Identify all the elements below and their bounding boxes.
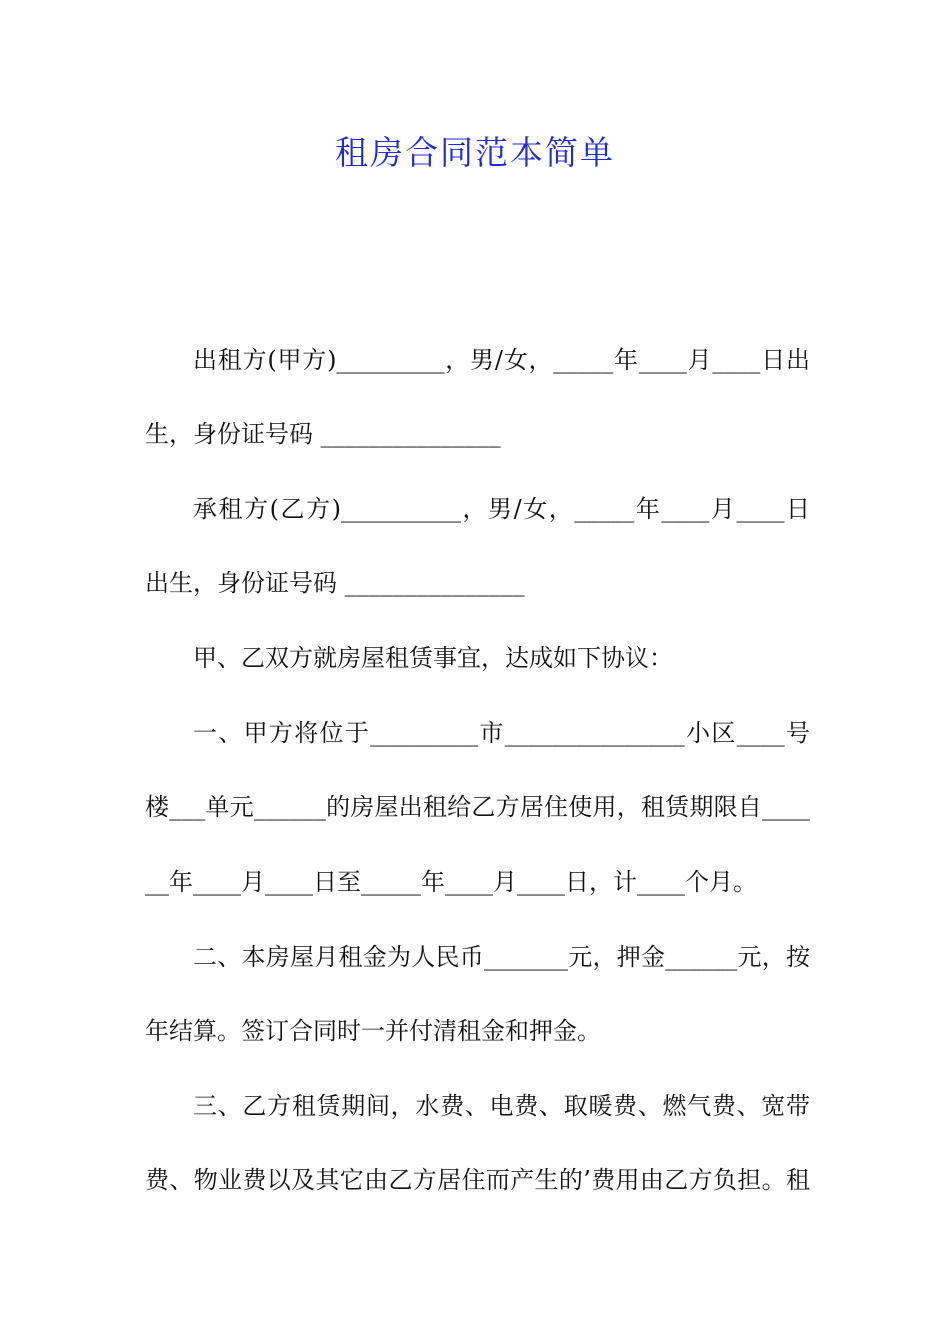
paragraph-line: 承租方(乙方)__________，男/女，_____年____月____日 bbox=[193, 495, 810, 523]
paragraph-line: 出租方(甲方)_________，男/女，_____年____月____日出 bbox=[193, 346, 810, 374]
paragraph-line: 甲、乙双方就房屋租赁事宜，达成如下协议： bbox=[193, 644, 673, 672]
paragraph-line: 一、甲方将位于_________市_______________小区____号 bbox=[193, 719, 810, 747]
paragraph-line: 费、物业费以及其它由乙方居住而产生的’费用由乙方负担。租 bbox=[145, 1166, 810, 1194]
paragraph-line: __年____月____日至_____年____月____日，计____个月。 bbox=[145, 868, 757, 896]
paragraph-line: 楼___单元______的房屋出租给乙方居住使用，租赁期限自____ bbox=[145, 793, 810, 821]
paragraph-line: 三、乙方租赁期间，水费、电费、取暖费、燃气费、宽带 bbox=[193, 1092, 810, 1120]
document-title: 租房合同范本简单 bbox=[335, 133, 615, 172]
paragraph-line: 年结算。签订合同时一并付清租金和押金。 bbox=[145, 1017, 601, 1045]
paragraph-line: 二、本房屋月租金为人民币_______元，押金______元，按 bbox=[193, 943, 810, 971]
paragraph-line: 生，身份证号码 _______________ bbox=[145, 420, 501, 448]
paragraph-line: 出生，身份证号码 _______________ bbox=[145, 569, 525, 597]
